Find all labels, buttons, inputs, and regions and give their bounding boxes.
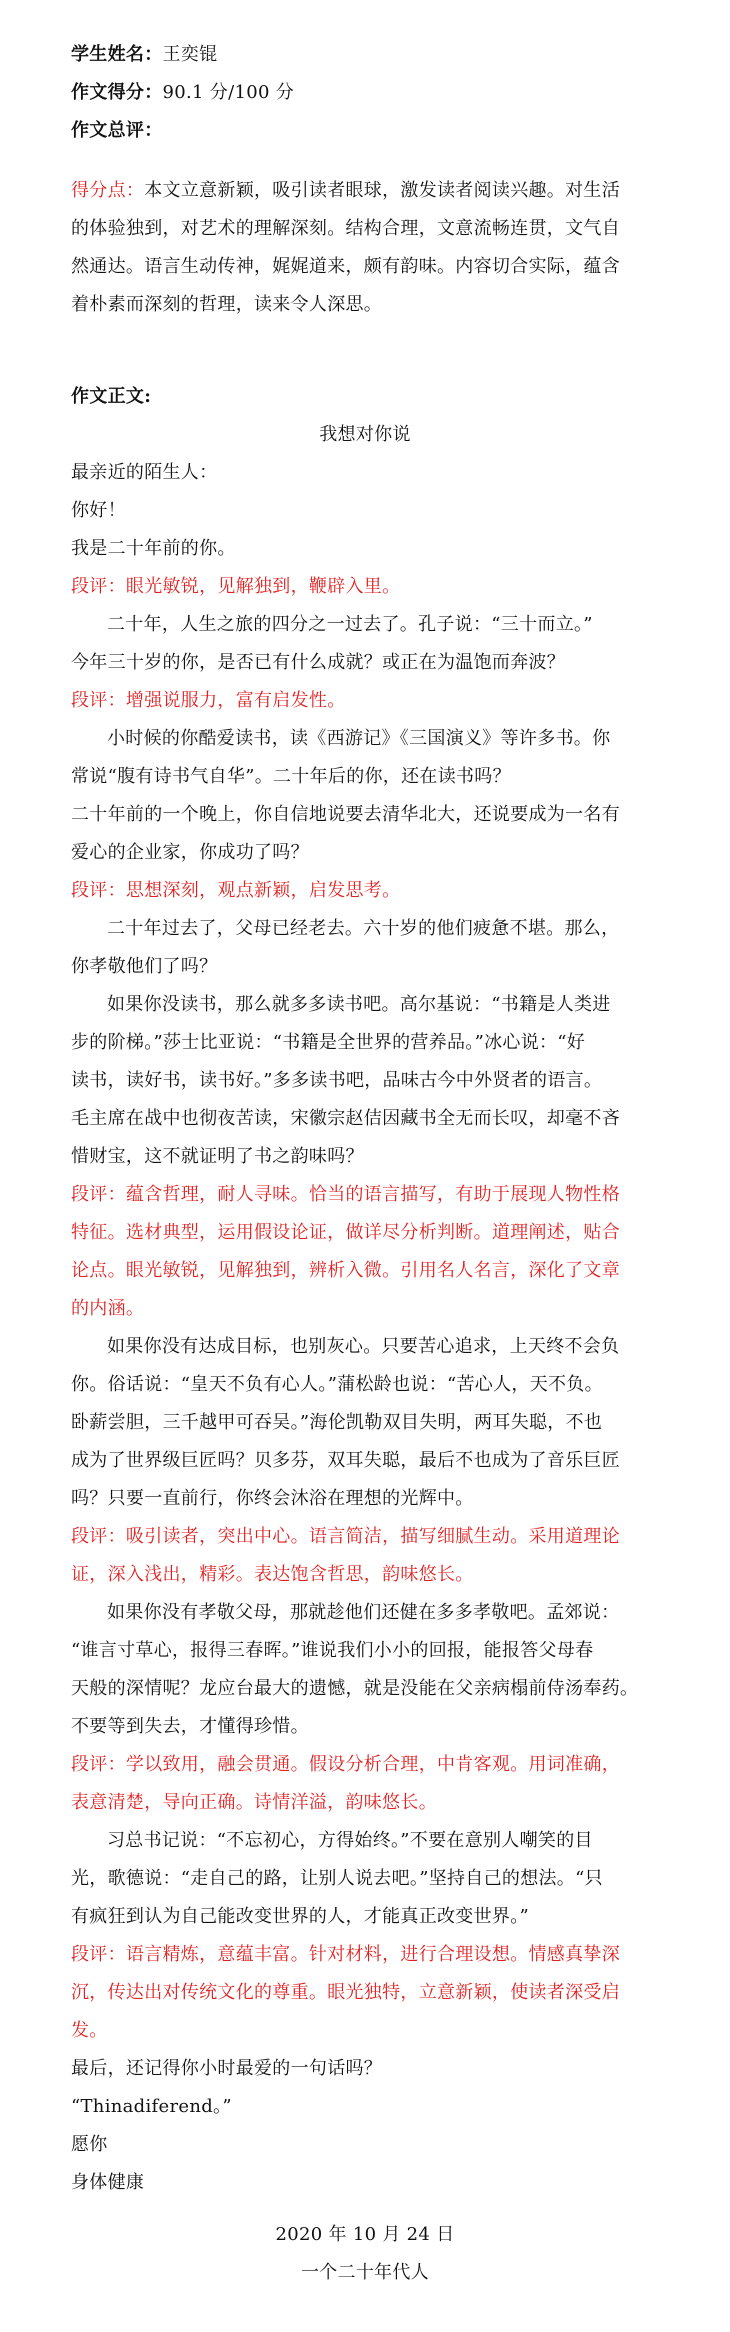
essay-line: 读书，读好书，读书好。”多多读书吧，品味古今中外贤者的语言。 bbox=[71, 1070, 603, 1091]
essay-line: 身体健康 bbox=[71, 2172, 145, 2193]
paragraph-comment: 发。 bbox=[71, 2020, 108, 2041]
paragraph-comment: 段评：语言精炼，意蕴丰富。针对材料，进行合理设想。情感真挚深 bbox=[71, 1944, 620, 1965]
paragraph-comment: 段评：增强说服力，富有启发性。 bbox=[71, 690, 346, 711]
score-row bbox=[71, 80, 671, 106]
essay-line: 步的阶梯。”莎士比亚说：“书籍是全世界的营养品。”冰心说：“好 bbox=[71, 1032, 586, 1053]
essay-line: 今年三十岁的你，是否已有什么成就？或正在为温饱而奔波？ bbox=[71, 652, 566, 673]
paragraph-comment: 段评：蕴含哲理，耐人寻味。恰当的语言描写，有助于展现人物性格 bbox=[71, 1184, 620, 1205]
essay-line: 二十年过去了，父母已经老去。六十岁的他们疲惫不堪。那么， bbox=[107, 918, 620, 939]
score-label: 作文得分： bbox=[71, 82, 163, 103]
essay-line: 二十年前的一个晚上，你自信地说要去清华北大，还说要成为一名有 bbox=[71, 804, 620, 825]
essay-line: 习总书记说：“不忘初心，方得始终。”不要在意别人嘲笑的目 bbox=[107, 1830, 593, 1851]
essay-line: “谁言寸草心，报得三春晖。”谁说我们小小的回报，能报答父母春 bbox=[71, 1640, 594, 1661]
paragraph-comment: 段评：眼光敏锐，见解独到，鞭辟入里。 bbox=[71, 576, 401, 597]
paragraph-comment: 证，深入浅出，精彩。表达饱含哲思，韵味悠长。 bbox=[71, 1564, 474, 1585]
essay-line: 成为了世界级巨匠吗？贝多芬，双耳失聪，最后不也成为了音乐巨匠 bbox=[71, 1450, 620, 1471]
paragraph-comment: 沉，传达出对传统文化的尊重。眼光独特，立意新颖，使读者深受启 bbox=[71, 1982, 620, 2003]
essay-line: 你好！ bbox=[71, 500, 126, 521]
paragraph-comment: 段评：思想深刻，观点新颖，启发思考。 bbox=[71, 880, 401, 901]
paragraph-comment: 论点。眼光敏锐，见解独到，辨析入微。引用名人名言，深化了文章 bbox=[71, 1260, 620, 1281]
student-name-label: 学生姓名： bbox=[71, 44, 163, 65]
paragraph-comment: 表意清楚，导向正确。诗情洋溢，韵味悠长。 bbox=[71, 1792, 437, 1813]
essay-date: 2020 年 10 月 24 日 bbox=[275, 2224, 455, 2245]
essay-line: 吗？只要一直前行，你终会沐浴在理想的光辉中。 bbox=[71, 1488, 474, 1509]
overall-comment-line: 着朴素而深刻的哲理，读来令人深思。 bbox=[71, 294, 383, 315]
essay-line: 有疯狂到认为自己能改变世界的人，才能真正改变世界。” bbox=[71, 1906, 529, 1927]
essay-line: 二十年，人生之旅的四分之一过去了。孔子说：“三十而立。” bbox=[107, 614, 593, 635]
student-name-value: 王奕锟 bbox=[162, 44, 218, 65]
overall-comment-text: 本文立意新颖，吸引读者眼球，激发读者阅读兴趣。对生活 bbox=[144, 180, 621, 201]
student-name-row bbox=[71, 42, 671, 68]
essay-line: 最亲近的陌生人： bbox=[71, 462, 218, 483]
paragraph-comment: 段评：学以致用，融会贯通。假设分析合理，中肯客观。用词准确， bbox=[71, 1754, 620, 1775]
score-value: 90.1 分/100 分 bbox=[162, 82, 295, 103]
essay-line: 最后，还记得你小时最爱的一句话吗？ bbox=[71, 2058, 383, 2079]
essay-line: “Thinadiferend。” bbox=[71, 2096, 232, 2117]
essay-line: 光，歌德说：“走自己的路，让别人说去吧。”坚持自己的想法。“只 bbox=[71, 1868, 603, 1889]
essay-line: 愿你 bbox=[71, 2134, 108, 2155]
essay-section-label: 作文正文: bbox=[71, 386, 152, 407]
essay-title: 我想对你说 bbox=[319, 424, 411, 445]
essay-signature: 一个二十年代人 bbox=[300, 2262, 430, 2283]
essay-line: 我是二十年前的你。 bbox=[71, 538, 236, 559]
essay-line: 你孝敬他们了吗？ bbox=[71, 956, 218, 977]
paragraph-comment: 段评：吸引读者，突出中心。语言简洁，描写细腻生动。采用道理论 bbox=[71, 1526, 620, 1547]
essay-line: 如果你没有达成目标，也别灰心。只要苦心追求，上天终不会负 bbox=[107, 1336, 620, 1357]
essay-line: 如果你没读书，那么就多多读书吧。高尔基说：“书籍是人类进 bbox=[107, 994, 611, 1015]
overall-comment-label: 作文总评： bbox=[71, 120, 163, 141]
essay-line: 天般的深情呢？龙应台最大的遗憾，就是没能在父亲病榻前侍汤奉药。 bbox=[71, 1678, 639, 1699]
overall-comment-heading bbox=[71, 118, 671, 144]
overall-comment-line: 然通达。语言生动传神，娓娓道来，颇有韵味。内容切合实际，蕴含 bbox=[71, 256, 620, 277]
overall-comment-line: 的体验独到，对艺术的理解深刻。结构合理，文意流畅连贯，文气自 bbox=[71, 218, 620, 239]
essay-line: 卧薪尝胆，三千越甲可吞吴。”海伦凯勒双目失明，两耳失聪，不也 bbox=[71, 1412, 603, 1433]
essay-line: 如果你没有孝敬父母，那就趁他们还健在多多孝敬吧。孟郊说： bbox=[107, 1602, 620, 1623]
essay-line: 毛主席在战中也彻夜苦读，宋徽宗赵佶因藏书全无而长叹，却毫不吝 bbox=[71, 1108, 620, 1129]
overall-comment-line bbox=[71, 178, 671, 204]
essay-line: 惜财宝，这不就证明了书之韵味吗？ bbox=[71, 1146, 364, 1167]
paragraph-comment: 的内涵。 bbox=[71, 1298, 145, 1319]
paragraph-comment: 特征。选材典型，运用假设论证，做详尽分析判断。道理阐述，贴合 bbox=[71, 1222, 620, 1243]
essay-line: 常说“腹有诗书气自华”。二十年后的你，还在读书吗？ bbox=[71, 766, 511, 787]
essay-line: 你。俗话说：“皇天不负有心人。”蒲松龄也说：“苦心人，天不负。 bbox=[71, 1374, 603, 1395]
essay-line: 爱心的企业家，你成功了吗？ bbox=[71, 842, 309, 863]
essay-line: 不要等到失去，才懂得珍惜。 bbox=[71, 1716, 309, 1737]
scoring-points-label: 得分点： bbox=[71, 180, 145, 201]
essay-line: 小时候的你酷爱读书，读《西游记》《三国演义》等许多书。你 bbox=[107, 728, 611, 749]
